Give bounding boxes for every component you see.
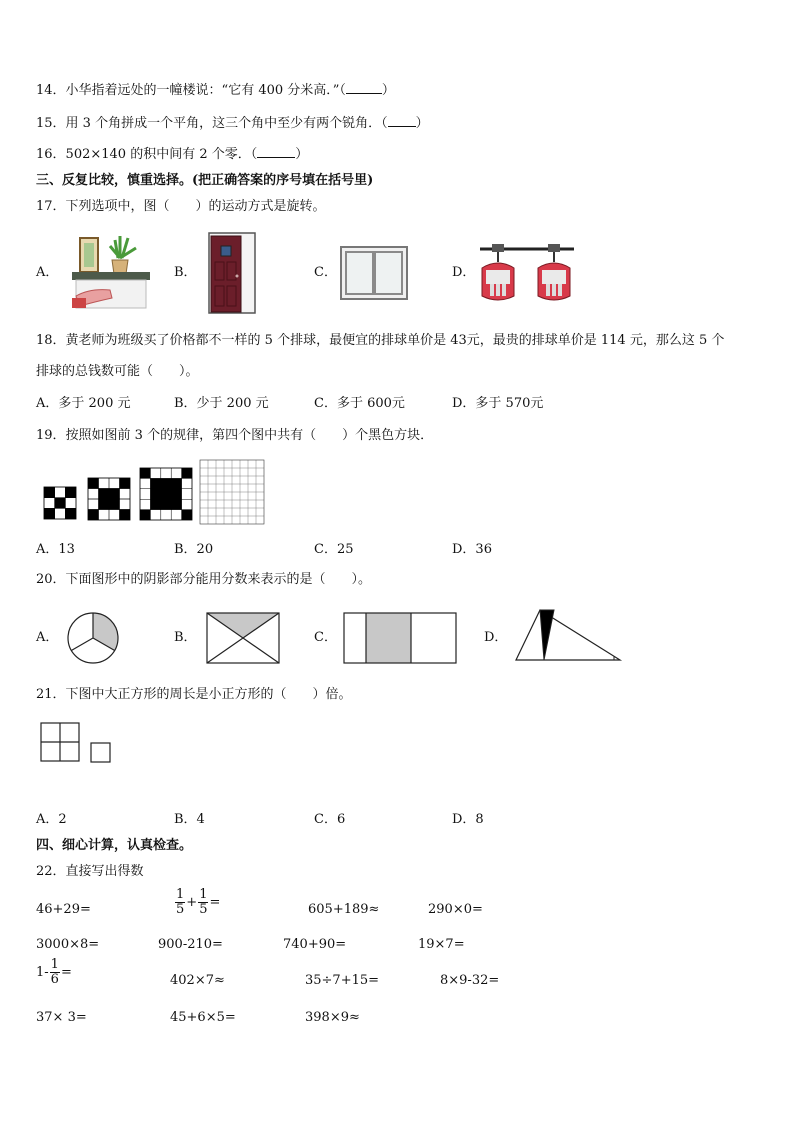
question-18-line-2: 排球的总钱数可能（ ）。 — [36, 364, 199, 379]
q19-option-a[interactable]: A．13 — [36, 542, 75, 557]
q21-option-c[interactable]: C．6 — [314, 812, 346, 827]
fraction-one-fifth: $\frac{1}{5}$ — [199, 887, 208, 917]
calc-fraction-sum: $\frac{1}{5}$ + $\frac{1}{5}$ = — [176, 887, 221, 917]
question-16: 16．502×140 的积中间有 2 个零．（ ） — [36, 147, 309, 162]
pattern-figure-3 — [140, 468, 192, 520]
large-square-figure — [40, 722, 80, 762]
answer-blank[interactable] — [346, 93, 382, 94]
calc-35-div-7-plus-15: 35÷7+15= — [305, 973, 380, 988]
cable-car-picture — [478, 240, 576, 306]
question-22: 22．直接写出得数 — [36, 864, 144, 879]
small-square-figure — [90, 742, 111, 763]
pattern-figure-4-grid — [200, 460, 264, 524]
question-21: 21．下图中大正方形的周长是小正方形的（ ）倍。 — [36, 687, 352, 702]
q18-option-b[interactable]: B．少于 200 元 — [174, 396, 269, 411]
q17-option-c-label[interactable]: C． — [314, 265, 337, 280]
door-picture — [208, 232, 258, 314]
rectangle-x-figure — [206, 612, 280, 664]
question-19: 19．按照如图前 3 个的规律，第四个图中共有（ ）个黑色方块． — [36, 428, 434, 443]
q17-option-b-label[interactable]: B． — [174, 265, 197, 280]
question-14: 14．小华指着远处的一幢楼说：“它有 400 分米高．”（ ） — [36, 83, 395, 98]
q19-option-c[interactable]: C．25 — [314, 542, 354, 557]
calc-37-times-3: 37× 3= — [36, 1010, 87, 1025]
section-3-heading: 三、反复比较，慎重选择。(把正确答案的序号填在括号里) — [36, 173, 374, 188]
q17-option-a-label[interactable]: A． — [36, 265, 59, 280]
question-18-line-1: 18．黄老师为班级买了价格都不一样的 5 个排球，最便宜的排球单价是 43元，最贵的排球单价是 114 元，那么这 5 个 — [36, 333, 725, 348]
q19-option-b[interactable]: B．20 — [174, 542, 214, 557]
q18-option-c[interactable]: C．多于 600元 — [314, 396, 405, 411]
question-20: 20．下面图形中的阴影部分能用分数来表示的是（ ）。 — [36, 572, 372, 587]
calc-900-minus-210: 900-210= — [158, 937, 223, 952]
rectangle-thirds-figure — [343, 612, 457, 664]
calc-398-times-9: 398×9≈ — [305, 1010, 360, 1025]
calc-46-plus-29: 46+29= — [36, 902, 91, 917]
calc-605-plus-189: 605+189≈ — [308, 902, 380, 917]
calc-290-times-0: 290×0= — [428, 902, 483, 917]
q20-option-a-label[interactable]: A． — [36, 630, 59, 645]
shelf-drawer-picture — [70, 236, 152, 310]
q21-option-b[interactable]: B．4 — [174, 812, 205, 827]
calc-402-times-7: 402×7≈ — [170, 973, 225, 988]
q18-option-a[interactable]: A．多于 200 元 — [36, 396, 131, 411]
q21-option-a[interactable]: A．2 — [36, 812, 67, 827]
pattern-figure-1 — [44, 487, 76, 519]
circle-shaded-figure — [67, 612, 119, 664]
q21-option-d[interactable]: D．8 — [452, 812, 484, 827]
triangle-shaded-figure — [514, 608, 622, 664]
pattern-figure-2 — [88, 478, 130, 520]
calc-45-plus-6-times-5: 45+6×5= — [170, 1010, 236, 1025]
q19-option-d[interactable]: D．36 — [452, 542, 492, 557]
fraction-one-sixth: $\frac{1}{6}$ — [50, 957, 59, 987]
section-4-heading: 四、细心计算，认真检查。 — [36, 838, 193, 853]
answer-blank[interactable] — [257, 157, 295, 158]
calc-8-times-9-minus-32: 8×9-32= — [440, 973, 500, 988]
q17-option-d-label[interactable]: D． — [452, 265, 476, 280]
calc-19-times-7: 19×7= — [418, 937, 465, 952]
q18-option-d[interactable]: D．多于 570元 — [452, 396, 544, 411]
question-15: 15．用 3 个角拼成一个平角，这三个角中至少有两个锐角．（ ） — [36, 116, 429, 131]
fraction-one-fifth: $\frac{1}{5}$ — [176, 887, 185, 917]
answer-blank[interactable] — [388, 126, 416, 127]
q20-option-d-label[interactable]: D． — [484, 630, 508, 645]
calc-one-minus-sixth: 1- $\frac{1}{6}$ = — [36, 957, 72, 987]
q20-option-b-label[interactable]: B． — [174, 630, 197, 645]
question-17: 17．下列选项中，图（ ）的运动方式是旋转。 — [36, 199, 326, 214]
window-picture — [340, 246, 408, 300]
calc-3000-times-8: 3000×8= — [36, 937, 100, 952]
calc-740-plus-90: 740+90= — [283, 937, 347, 952]
q20-option-c-label[interactable]: C． — [314, 630, 337, 645]
